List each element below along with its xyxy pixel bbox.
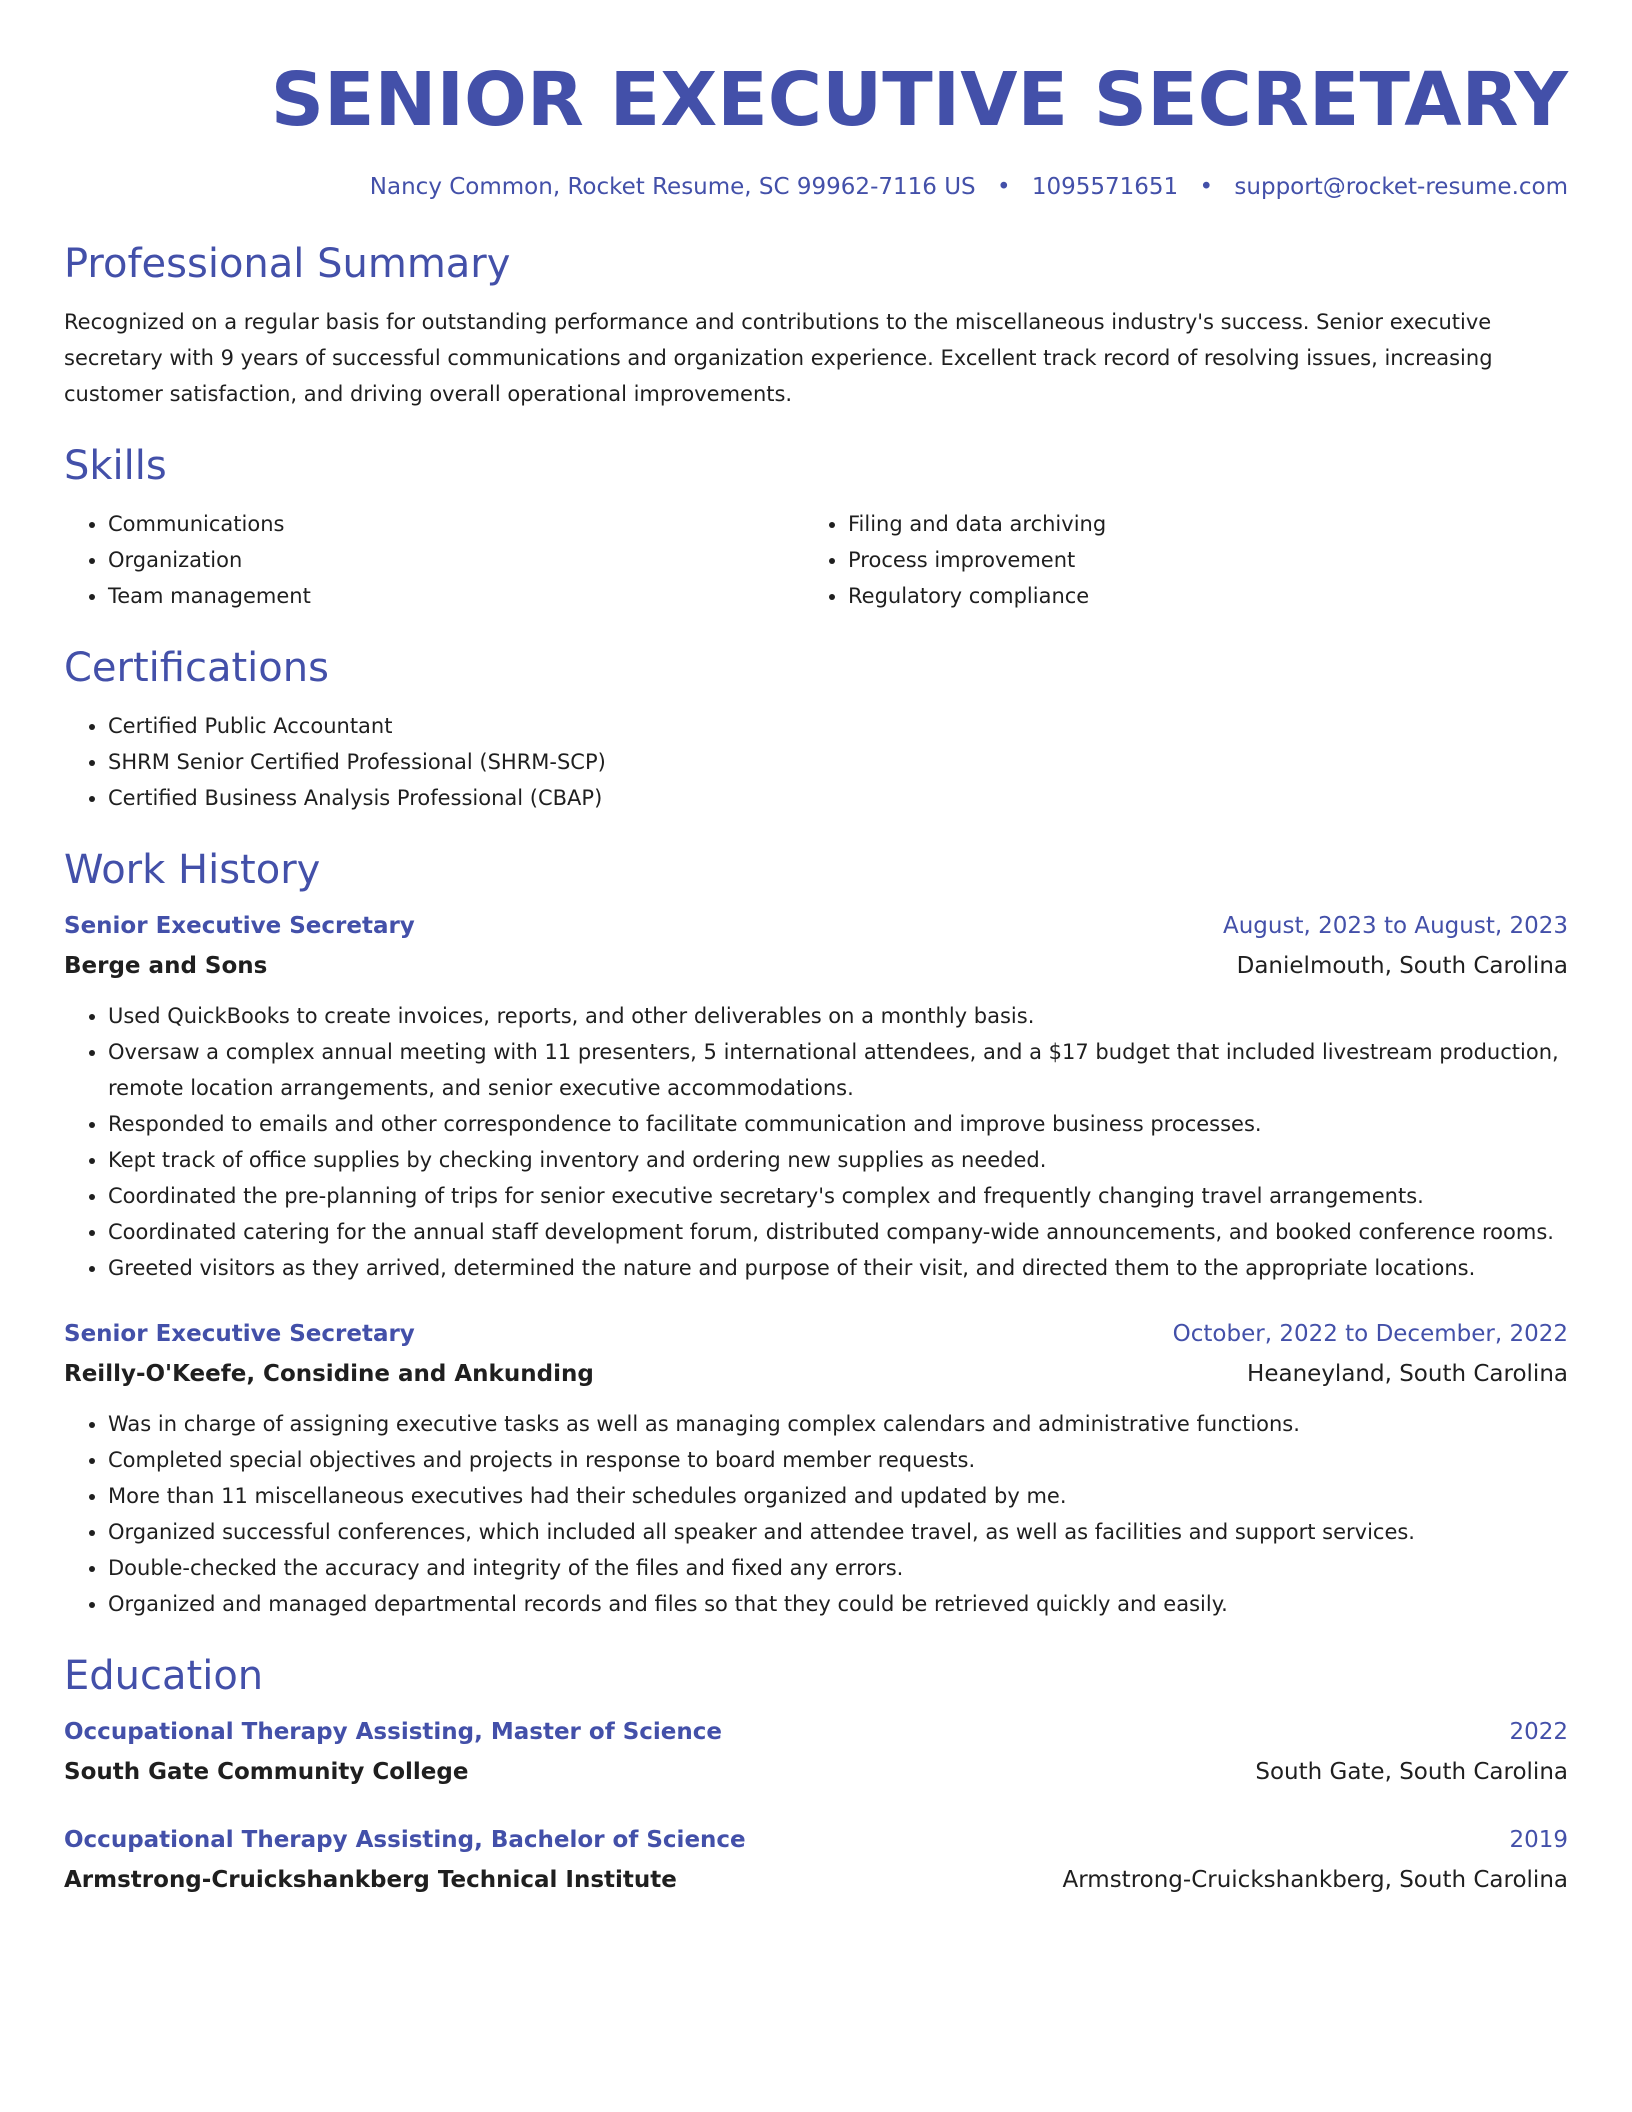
job-company: Reilly-O'Keefe, Considine and Ankunding: [64, 1361, 594, 1387]
job-role: Senior Executive Secretary: [64, 913, 415, 939]
skills-column-right: [804, 506, 1544, 614]
skill-item: • Process improvement: [848, 542, 1544, 578]
summary-text: Recognized on a regular basis for outstanding performance and contributions to the miscellaneous industry's success. Senior executive secretary with 9 years of successful communications and organization experience. Excellent track record of resolving issues, increasing customer satisfaction, and driving overall operational improvements.: [64, 310, 1493, 406]
contact-address: Nancy Common, Rocket Resume, SC 99962-7116 US: [369, 174, 976, 200]
job-bullet: • More than 11 miscellaneous executives had their schedules organized and updated by me.: [108, 1478, 1568, 1514]
job-bullet: • Kept track of office supplies by checking inventory and ordering new supplies as needed.: [108, 1142, 1568, 1178]
job-company: Berge and Sons: [64, 953, 268, 979]
certifications-heading: Certifications: [64, 645, 329, 691]
certification-item: • SHRM Senior Certified Professional (SHRM-SCP): [108, 744, 1568, 780]
job-bullet: • Organized successful conferences, which included all speaker and attendee travel, as well as facilities and support services.: [108, 1514, 1568, 1550]
job-bullet: • Oversaw a complex annual meeting with 11 presenters, 5 international attendees, and a $17 budget that included livestream production, remote location arrangements, and senior executive accommodations.: [108, 1034, 1568, 1106]
education-school-row: [64, 1860, 1568, 1900]
skills-section: [64, 440, 1568, 614]
job-role: Senior Executive Secretary: [64, 1321, 415, 1347]
job-header-row: [64, 906, 1568, 946]
education-school: Armstrong-Cruickshankberg Technical Institute: [64, 1867, 677, 1893]
education-header-row: [64, 1712, 1568, 1752]
education-school-row: [64, 1752, 1568, 1792]
job-location: Heaneyland, South Carolina: [1247, 1361, 1568, 1387]
summary-heading: Professional Summary: [64, 241, 511, 287]
education-year: 2022: [1509, 1719, 1568, 1745]
education-entry: [64, 1712, 1568, 1792]
job-bullets: [64, 998, 1568, 1286]
job-bullet: • Double-checked the accuracy and integrity of the files and fixed any errors.: [108, 1550, 1568, 1586]
education-entry: [64, 1820, 1568, 1900]
job-bullet: • Coordinated the pre-planning of trips for senior executive secretary's complex and frequently changing travel arrangements.: [108, 1178, 1568, 1214]
skill-item: • Organization: [108, 542, 804, 578]
resume-title: SENIOR EXECUTIVE SECRETARY: [270, 57, 1568, 143]
job-bullet: • Coordinated catering for the annual staff development forum, distributed company-wide announcements, and booked conference rooms.: [108, 1214, 1568, 1250]
job-bullet: • Completed special objectives and projects in response to board member requests.: [108, 1442, 1568, 1478]
work-history-heading: Work History: [64, 847, 321, 893]
job-header-row: [64, 1314, 1568, 1354]
job-company-row: [64, 946, 1568, 986]
education-heading: Education: [64, 1653, 264, 1699]
job-bullet: • Used QuickBooks to create invoices, reports, and other deliverables on a monthly basis.: [108, 998, 1568, 1034]
job-company-row: [64, 1354, 1568, 1394]
skills-list-left: [64, 506, 804, 614]
job-bullet: • Greeted visitors as they arrived, determined the nature and purpose of their visit, and directed them to the appropriate locations.: [108, 1250, 1568, 1286]
education-year: 2019: [1509, 1827, 1568, 1853]
job-bullets: [64, 1406, 1568, 1622]
education-degree: Occupational Therapy Assisting, Bachelor of Science: [64, 1827, 746, 1853]
skill-item: • Communications: [108, 506, 804, 542]
contact-line: [64, 172, 1568, 202]
education-location: Armstrong-Cruickshankberg, South Carolina: [1062, 1867, 1568, 1893]
contact-separator: •: [1199, 174, 1214, 200]
contact-email[interactable]: support@rocket-resume.com: [1234, 174, 1568, 200]
education-section: [64, 1650, 1568, 1900]
job-bullet: • Organized and managed departmental records and files so that they could be retrieved quickly and easily.: [108, 1586, 1568, 1622]
job-bullet: • Responded to emails and other correspondence to facilitate communication and improve business processes.: [108, 1106, 1568, 1142]
education-degree: Occupational Therapy Assisting, Master of Science: [64, 1719, 722, 1745]
skill-item: • Filing and data archiving: [848, 506, 1544, 542]
skills-columns: [64, 506, 1568, 614]
skills-heading: Skills: [64, 443, 167, 489]
job-bullet: • Was in charge of assigning executive tasks as well as managing complex calendars and administrative functions.: [108, 1406, 1568, 1442]
contact-separator: •: [996, 174, 1011, 200]
certification-item: • Certified Public Accountant: [108, 708, 1568, 744]
job-entry: [64, 1314, 1568, 1622]
job-dates: August, 2023 to August, 2023: [1223, 913, 1568, 939]
education-school: South Gate Community College: [64, 1759, 469, 1785]
skills-column-left: [64, 506, 804, 614]
job-entry: [64, 906, 1568, 1286]
job-location: Danielmouth, South Carolina: [1236, 953, 1568, 979]
certifications-section: [64, 642, 1568, 816]
job-dates: October, 2022 to December, 2022: [1172, 1321, 1568, 1347]
work-history-section: [64, 844, 1568, 1622]
contact-phone: 1095571651: [1031, 174, 1179, 200]
education-header-row: [64, 1820, 1568, 1860]
certification-item: • Certified Business Analysis Professional (CBAP): [108, 780, 1568, 816]
certifications-list: [64, 708, 1568, 816]
education-location: South Gate, South Carolina: [1255, 1759, 1568, 1785]
skills-list-right: [804, 506, 1544, 614]
skill-item: • Team management: [108, 578, 804, 614]
skill-item: • Regulatory compliance: [848, 578, 1544, 614]
